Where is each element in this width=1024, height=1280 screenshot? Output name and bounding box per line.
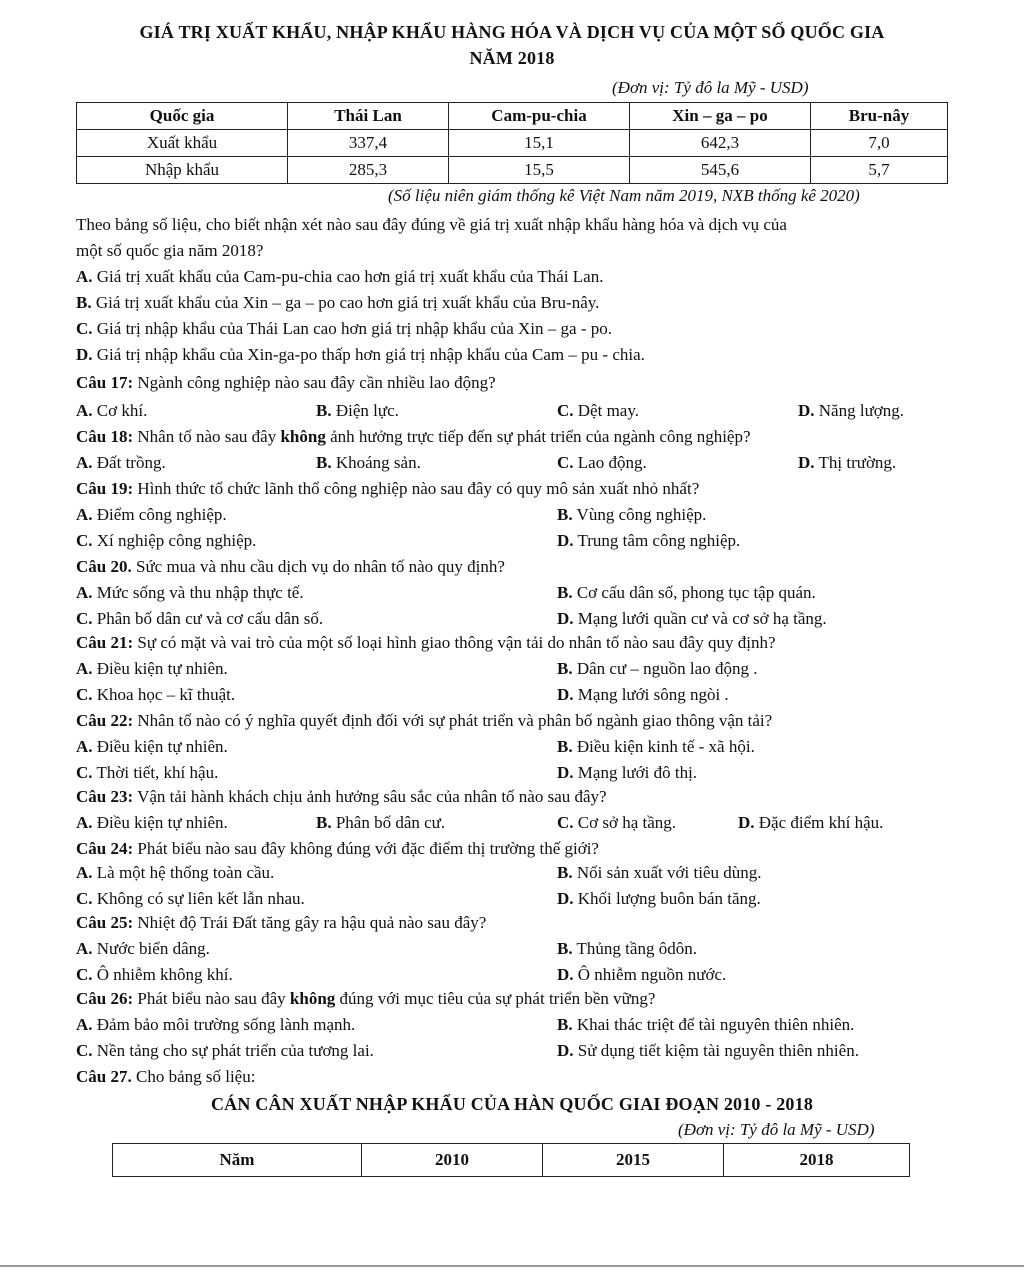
option-text: Mạng lưới sông ngòi . (577, 685, 729, 704)
q20-option-c: C. Phân bố dân cư và cơ cấu dân số. (76, 609, 324, 628)
question-text: Phát biểu nào sau đây không đúng với đặc điểm thị trường thế giới? (133, 839, 599, 858)
table-header-cell: 2018 (724, 1144, 910, 1177)
q17-option-b: B. Điện lực. (316, 401, 399, 420)
option-text: Thị trường. (818, 453, 897, 472)
option-text: Mạng lưới đô thị. (577, 763, 698, 782)
question-text: Hình thức tổ chức lãnh thổ công nghiệp nào sau đây có quy mô sản xuất nhỏ nhất? (133, 479, 700, 498)
table-row (77, 130, 948, 157)
table-header-cell: 2010 (362, 1144, 543, 1177)
q22-stem (76, 710, 772, 732)
q20-option-a: A. Mức sống và thu nhập thực tế. (76, 583, 304, 602)
q16-option-b: B. Giá trị xuất khẩu của Xin – ga – po cao hơn giá trị xuất khẩu của Bru-nây. (76, 293, 600, 312)
option-text: Năng lượng. (818, 401, 905, 420)
q23-option-a: A. Điều kiện tự nhiên. (76, 813, 228, 832)
q19-option-c: C. Xí nghiệp công nghiệp. (76, 531, 257, 550)
table-header-cell: Quốc gia (77, 103, 288, 130)
q25-stem (76, 912, 486, 934)
q25-option-a: A. Nước biển dâng. (76, 939, 210, 958)
q25-option-c: C. Ô nhiễm không khí. (76, 965, 233, 984)
q18-option-c: C. Lao động. (557, 453, 647, 472)
option-text: Thủng tầng ôdôn. (576, 939, 697, 958)
table1-unit: (Đơn vị: Tỷ đô la Mỹ - USD) (612, 78, 809, 97)
option-text: Vùng công nghiệp. (576, 505, 707, 524)
q26-option-b: B. Khai thác triệt để tài nguyên thiên nhiên. (557, 1015, 855, 1034)
option-text: Ô nhiễm không khí. (96, 965, 233, 984)
q20-option-d: D. Mạng lưới quần cư và cơ sở hạ tầng. (557, 609, 827, 628)
option-text: Lao động. (577, 453, 647, 472)
q24-stem (76, 838, 599, 860)
option-text: Điều kiện kinh tế - xã hội. (576, 737, 755, 756)
option-text: Điều kiện tự nhiên. (96, 813, 228, 832)
q23-option-d: D. Đặc điểm khí hậu. (738, 813, 884, 832)
table-cell: 15,5 (449, 157, 630, 184)
option-text: Sử dụng tiết kiệm tài nguyên thiên nhiên. (577, 1041, 859, 1060)
q17-option-d: D. Năng lượng. (798, 401, 905, 420)
table-cell: Nhập khẩu (77, 157, 288, 184)
question-number: Câu 27. (76, 1067, 132, 1086)
option-text: Thời tiết, khí hậu. (96, 763, 219, 782)
q23-option-b: B. Phân bố dân cư. (316, 813, 446, 832)
q26-option-c: C. Nền tảng cho sự phát triển của tương lai. (76, 1041, 374, 1060)
q20-stem (76, 556, 505, 578)
question-text: Sức mua và nhu cầu dịch vụ do nhân tố nào quy định? (131, 557, 505, 576)
q22-option-a: A. Điều kiện tự nhiên. (76, 737, 228, 756)
table-header-row (113, 1144, 910, 1177)
q21-option-c: C. Khoa học – kĩ thuật. (76, 685, 236, 704)
option-text: Là một hệ thống toàn cầu. (96, 863, 275, 882)
q23-option-c: C. Cơ sở hạ tầng. (557, 813, 677, 832)
question-number: Câu 24: (76, 839, 134, 858)
emphasis: không (289, 989, 336, 1008)
table1-title-line2: NĂM 2018 (469, 48, 555, 68)
q17-option-a: A. Cơ khí. (76, 401, 148, 420)
q20-option-b: B. Cơ cấu dân số, phong tục tập quán. (557, 583, 816, 602)
option-text: Ô nhiễm nguồn nước. (577, 965, 727, 984)
q24-option-d: D. Khối lượng buôn bán tăng. (557, 889, 761, 908)
option-text: Trung tâm công nghiệp. (577, 531, 741, 550)
korea-trade-table (112, 1143, 910, 1177)
question-text: Nhân tố nào sau đây (133, 427, 281, 446)
question-number: Câu 25: (76, 913, 134, 932)
table-header-cell: Thái Lan (288, 103, 449, 130)
option-text: Khoa học – kĩ thuật. (96, 685, 236, 704)
q24-option-c: C. Không có sự liên kết lẫn nhau. (76, 889, 305, 908)
option-text: Giá trị nhập khẩu của Thái Lan cao hơn giá trị nhập khẩu của Xin – ga - po. (96, 319, 612, 338)
q19-stem (76, 478, 699, 500)
option-text: Dân cư – nguồn lao động . (576, 659, 758, 678)
q19-option-a: A. Điểm công nghiệp. (76, 505, 227, 524)
q24-option-b: B. Nối sản xuất với tiêu dùng. (557, 863, 762, 882)
q21-option-a: A. Điều kiện tự nhiên. (76, 659, 228, 678)
table-cell: 642,3 (630, 130, 811, 157)
option-text: Điện lực. (335, 401, 399, 420)
option-text: Đặc điểm khí hậu. (758, 813, 884, 832)
option-text: Mức sống và thu nhập thực tế. (96, 583, 304, 602)
question-number: Câu 23: (76, 787, 134, 806)
table-row (77, 157, 948, 184)
table-cell: 7,0 (811, 130, 948, 157)
table-cell: Xuất khẩu (77, 130, 288, 157)
q16-stem-line1: Theo bảng số liệu, cho biết nhận xét nào sau đây đúng về giá trị xuất nhập khẩu hàng hóa và dịch vụ của (76, 215, 787, 234)
q16-option-c: C. Giá trị nhập khẩu của Thái Lan cao hơn giá trị nhập khẩu của Xin – ga - po. (76, 319, 612, 338)
page-bottom-divider (0, 1265, 1024, 1267)
question-number: Câu 20. (76, 557, 132, 576)
option-text: Khoáng sản. (335, 453, 421, 472)
option-text: Giá trị nhập khẩu của Xin-ga-po thấp hơn giá trị nhập khẩu của Cam – pu - chia. (96, 345, 645, 364)
question-text: Phát biểu nào sau đây (133, 989, 290, 1008)
question-number: Câu 21: (76, 633, 134, 652)
option-text: Khai thác triệt để tài nguyên thiên nhiên. (576, 1015, 855, 1034)
table-cell: 285,3 (288, 157, 449, 184)
option-text: Không có sự liên kết lẫn nhau. (96, 889, 305, 908)
table-cell: 545,6 (630, 157, 811, 184)
q26-option-d: D. Sử dụng tiết kiệm tài nguyên thiên nhiên. (557, 1041, 859, 1060)
q16-stem-line2: một số quốc gia năm 2018? (76, 241, 264, 260)
table-cell: 337,4 (288, 130, 449, 157)
table-header-cell: Năm (113, 1144, 362, 1177)
q25-option-d: D. Ô nhiễm nguồn nước. (557, 965, 727, 984)
option-text: Cơ cấu dân số, phong tục tập quán. (576, 583, 816, 602)
table2-title: CÁN CÂN XUẤT NHẬP KHẨU CỦA HÀN QUỐC GIAI ĐOẠN 2010 - 2018 (210, 1094, 814, 1114)
option-text: Điều kiện tự nhiên. (96, 737, 228, 756)
q25-option-b: B. Thủng tầng ôdôn. (557, 939, 697, 958)
q26-stem (76, 988, 655, 1010)
question-number: Câu 17: (76, 373, 134, 392)
q22-option-d: D. Mạng lưới đô thị. (557, 763, 698, 782)
table-cell: 15,1 (449, 130, 630, 157)
question-number: Câu 18: (76, 427, 134, 446)
table-header-cell: Xin – ga – po (630, 103, 811, 130)
question-text: Vận tải hành khách chịu ảnh hưởng sâu sắc của nhân tố nào sau đây? (133, 787, 607, 806)
q18-option-b: B. Khoáng sản. (316, 453, 421, 472)
q17-option-c: C. Dệt may. (557, 401, 639, 420)
option-text: Điểm công nghiệp. (96, 505, 227, 524)
q22-option-b: B. Điều kiện kinh tế - xã hội. (557, 737, 755, 756)
q18-stem (76, 426, 751, 448)
q19-option-d: D. Trung tâm công nghiệp. (557, 531, 741, 550)
option-text: Phân bố dân cư. (335, 813, 446, 832)
table2-unit: (Đơn vị: Tỷ đô la Mỹ - USD) (678, 1120, 875, 1139)
option-text: Cơ khí. (96, 401, 148, 420)
option-text: Mạng lưới quần cư và cơ sở hạ tầng. (577, 609, 827, 628)
question-text: ảnh hưởng trực tiếp đến sự phát triển của ngành công nghiệp? (325, 427, 751, 446)
table-header-cell: Bru-nây (811, 103, 948, 130)
question-text: Cho bảng số liệu: (131, 1067, 256, 1086)
option-text: Đất trồng. (96, 453, 166, 472)
option-text: Giá trị xuất khẩu của Cam-pu-chia cao hơn giá trị xuất khẩu của Thái Lan. (96, 267, 604, 286)
option-text: Giá trị xuất khẩu của Xin – ga – po cao hơn giá trị xuất khẩu của Bru-nây. (95, 293, 600, 312)
q16-option-d: D. Giá trị nhập khẩu của Xin-ga-po thấp hơn giá trị nhập khẩu của Cam – pu - chia. (76, 345, 645, 364)
option-text: Điều kiện tự nhiên. (96, 659, 228, 678)
option-text: Cơ sở hạ tầng. (577, 813, 677, 832)
q24-option-a: A. Là một hệ thống toàn cầu. (76, 863, 275, 882)
table1-title-line1: GIÁ TRỊ XUẤT KHẨU, NHẬP KHẨU HÀNG HÓA VÀ DỊCH VỤ CỦA MỘT SỐ QUỐC GIA (139, 22, 885, 42)
q18-option-d: D. Thị trường. (798, 453, 897, 472)
option-text: Dệt may. (577, 401, 639, 420)
table-header-cell: Cam-pu-chia (449, 103, 630, 130)
q22-option-c: C. Thời tiết, khí hậu. (76, 763, 219, 782)
question-text: Ngành công nghiệp nào sau đây cần nhiều lao động? (133, 373, 496, 392)
q21-stem (76, 632, 776, 654)
question-text: đúng với mục tiêu của sự phát triển bền vững? (335, 989, 656, 1008)
question-text: Nhiệt độ Trái Đất tăng gây ra hậu quả nào sau đây? (133, 913, 487, 932)
question-number: Câu 19: (76, 479, 134, 498)
question-number: Câu 26: (76, 989, 134, 1008)
export-import-table (76, 102, 948, 184)
option-text: Khối lượng buôn bán tăng. (577, 889, 761, 908)
q27-stem (76, 1066, 255, 1088)
option-text: Nước biển dâng. (96, 939, 210, 958)
option-text: Nối sản xuất với tiêu dùng. (576, 863, 762, 882)
option-text: Đảm bảo môi trường sống lành mạnh. (96, 1015, 356, 1034)
option-text: Nền tảng cho sự phát triển của tương lai. (96, 1041, 374, 1060)
table-cell: 5,7 (811, 157, 948, 184)
question-number: Câu 22: (76, 711, 134, 730)
q26-option-a: A. Đảm bảo môi trường sống lành mạnh. (76, 1015, 356, 1034)
q23-stem (76, 786, 607, 808)
question-text: Sự có mặt và vai trò của một số loại hình giao thông vận tải do nhân tố nào sau đây quy định? (133, 633, 776, 652)
option-text: Phân bố dân cư và cơ cấu dân số. (96, 609, 324, 628)
option-text: Xí nghiệp công nghiệp. (96, 531, 257, 550)
q17-stem (76, 372, 496, 394)
emphasis: không (280, 427, 326, 446)
q16-option-a: A. Giá trị xuất khẩu của Cam-pu-chia cao hơn giá trị xuất khẩu của Thái Lan. (76, 267, 604, 286)
q19-option-b: B. Vùng công nghiệp. (557, 505, 707, 524)
question-text: Nhân tố nào có ý nghĩa quyết định đối với sự phát triển và phân bố ngành giao thông vận tải? (133, 711, 773, 730)
q18-option-a: A. Đất trồng. (76, 453, 166, 472)
table-header-row (77, 103, 948, 130)
q21-option-b: B. Dân cư – nguồn lao động . (557, 659, 758, 678)
q21-option-d: D. Mạng lưới sông ngòi . (557, 685, 729, 704)
table1-source: (Số liệu niên giám thống kê Việt Nam năm 2019, NXB thống kê 2020) (388, 186, 860, 205)
table-header-cell: 2015 (543, 1144, 724, 1177)
